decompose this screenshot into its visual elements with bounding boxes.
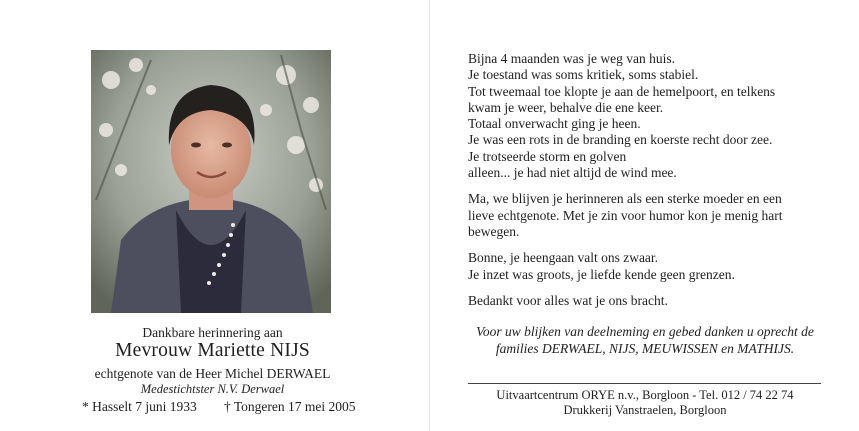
portrait-photo [91,50,331,313]
spouse-line: echtgenote van de Heer Michel DERWAEL [94,366,331,381]
poem-stanza-1 [468,51,828,181]
thanks-line: Voor uw blijken van deelneming en gebed danken u oprecht de [476,324,814,339]
thanks-message [445,323,845,357]
poem-line: Bonne, je heengaan valt ons zwaar. [468,250,659,266]
poem-line: Je inzet was groots, je liefde kende geen grenzen. [468,266,735,282]
poem-line: Tot tweemaal toe klopte je aan de hemelpoort, en telkens [468,83,776,99]
poem-line: alleen... je had niet altijd de wind mee. [468,165,677,181]
poem-line: kwam je weer, behalve die ene keer. [468,99,664,115]
poem-line: Bedankt voor alles wat je ons bracht. [468,292,668,308]
memorial-intro: Dankbare herinnering aan [142,325,283,340]
funeral-home-line: Uitvaartcentrum ORYE n.v., Borgloon - Tel. 012 / 74 22 74 [496,388,794,402]
thanks-line: families DERWAEL, NIJS, MEUWISSEN en MATHIJS. [495,341,795,356]
poem-line: Je was een rots in de branding en koerste recht door zee. [468,132,773,148]
poem-line: lieve echtgenote. Met je zin voor humor kon je menig hart [468,207,783,223]
memorial-poem [468,51,828,319]
death-date: † Tongeren 17 mei 2005 [224,399,356,414]
card-fold-line [429,0,430,431]
poem-line: Je trotseerde storm en golven [468,148,627,164]
poem-line: Totaal onverwacht ging je heen. [468,116,641,132]
poem-line: bewegen. [468,223,520,239]
poem-stanza-2 [468,191,828,240]
role-line: Medestichtster N.V. Derwael [140,382,285,396]
poem-stanza-3 [468,250,828,283]
portrait-illustration [91,50,331,313]
poem-line: Bijna 4 maanden was je weg van huis. [468,51,675,66]
poem-line: Ma, we blijven je herinneren als een sterke moeder en een [468,191,782,207]
poem-stanza-4 [468,293,828,309]
poem-line: Je toestand was soms kritiek, soms stabiel. [468,67,699,83]
printer-line: Drukkerij Vanstraelen, Borgloon [563,403,727,417]
footer-divider [468,383,821,384]
birth-date: * Hasselt 7 juni 1933 [82,399,197,414]
deceased-name: Mevrouw Mariette NIJS [115,340,310,361]
